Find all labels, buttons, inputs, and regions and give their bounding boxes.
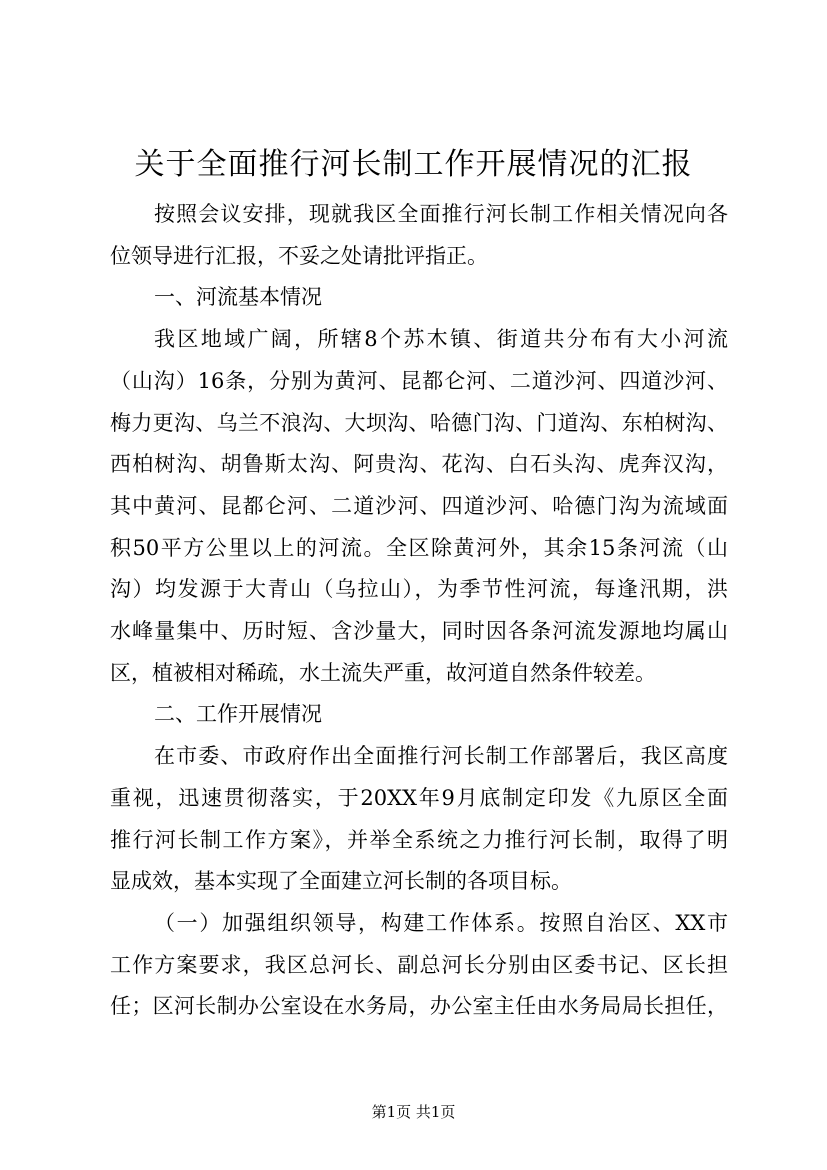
body-line: 我区地域广阔，所辖8个苏木镇、街道共分布有大小河流	[154, 327, 728, 352]
body-line: 在市委、市政府作出全面推行河长制工作部署后，我区高度	[154, 744, 728, 769]
body-line: 任；区河长制办公室设在水务局，办公室主任由水务局局长担任，	[110, 994, 728, 1019]
body-line: （山沟）16条，分别为黄河、昆都仑河、二道沙河、四道沙河、	[110, 368, 728, 393]
body-line: 西柏树沟、胡鲁斯太沟、阿贵沟、花沟、白石头沟、虎奔汉沟，	[110, 452, 728, 477]
document-title: 关于全面推行河长制工作开展情况的汇报	[134, 147, 693, 182]
page-footer: 第1页 共1页	[371, 1103, 456, 1121]
body-line: 工作方案要求，我区总河长、副总河长分别由区委书记、区长担	[110, 952, 728, 977]
document-body	[110, 194, 728, 1028]
section-heading: 二、工作开展情况	[154, 702, 322, 727]
body-line: 其中黄河、昆都仑河、二道沙河、四道沙河、哈德门沟为流域面	[110, 493, 728, 518]
body-line: 显成效，基本实现了全面建立河长制的各项目标。	[110, 869, 572, 894]
section-heading: 一、河流基本情况	[154, 285, 322, 310]
body-line: 积50平方公里以上的河流。全区除黄河外，其余15条河流（山	[110, 535, 728, 560]
body-line: 水峰量集中、历时短、含沙量大，同时因各条河流发源地均属山	[110, 619, 728, 644]
body-line: 按照会议安排，现就我区全面推行河长制工作相关情况向各	[154, 202, 728, 226]
body-line: 重视，迅速贯彻落实，于20XX年9月底制定印发《九原区全面	[110, 785, 728, 810]
body-line: 位领导进行汇报，不妥之处请批评指正。	[110, 243, 488, 268]
body-line: 沟）均发源于大青山（乌拉山），为季节性河流，每逢汛期，洪	[110, 577, 728, 602]
body-line: 推行河长制工作方案》，并举全系统之力推行河长制，取得了明	[110, 827, 728, 852]
body-line: 区，植被相对稀疏，水土流失严重，故河道自然条件较差。	[110, 660, 656, 685]
body-line: （一）加强组织领导，构建工作体系。按照自治区、XX市	[154, 910, 728, 935]
body-line: 梅力更沟、乌兰不浪沟、大坝沟、哈德门沟、门道沟、东柏树沟、	[110, 410, 728, 435]
